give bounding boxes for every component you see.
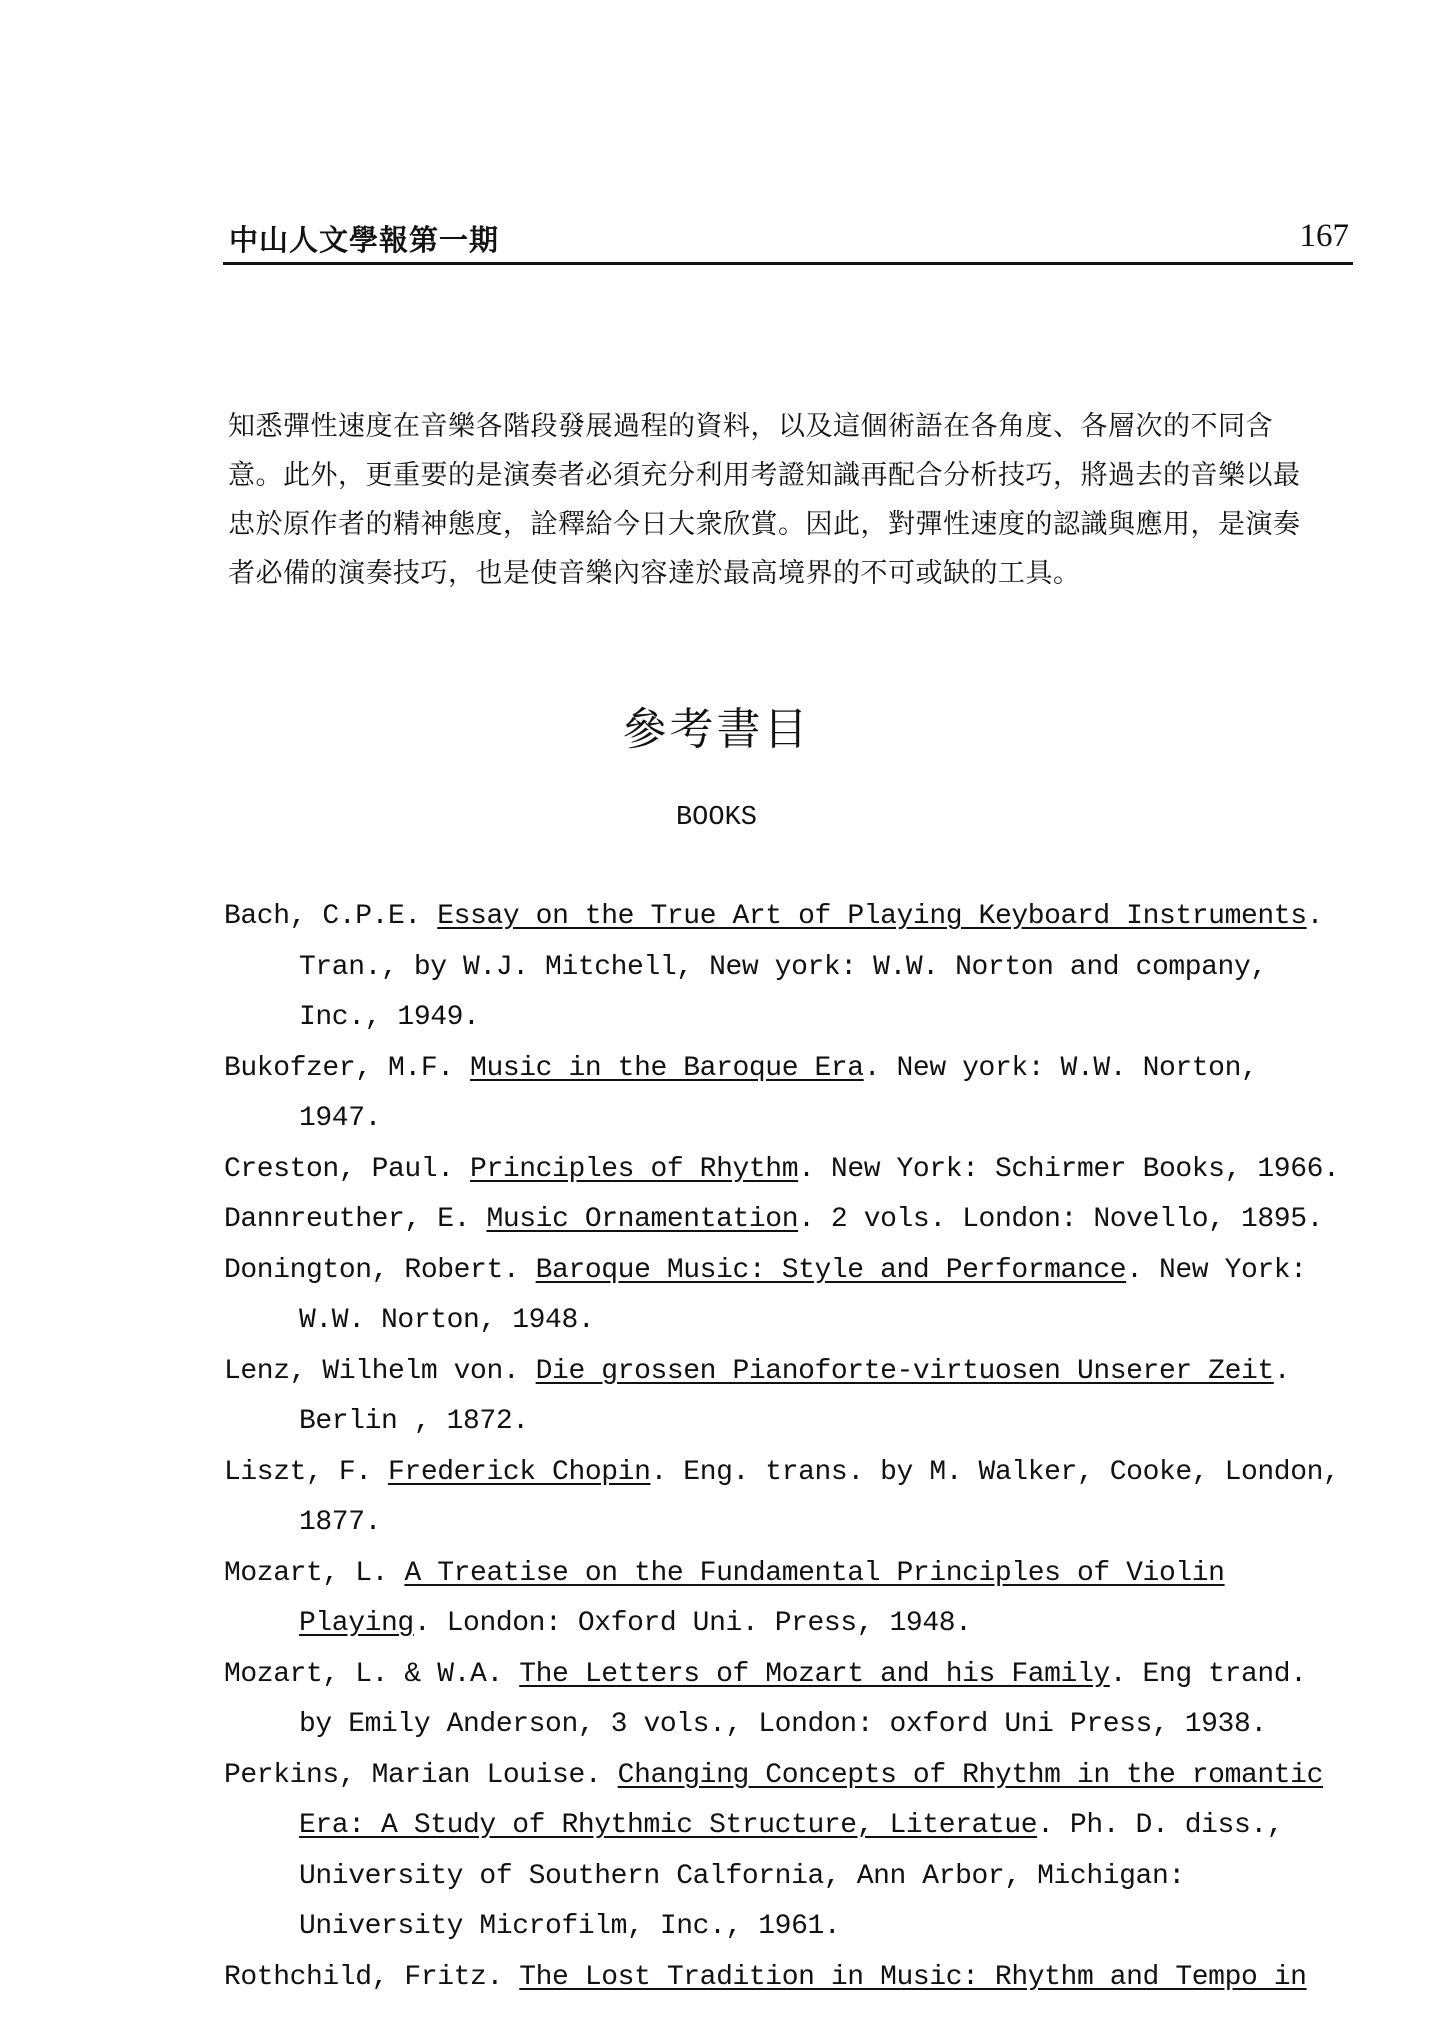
entry-details: . Eng. trans. by M. Walker, Cooke, London, 1877.	[299, 1456, 1340, 1538]
bibliography-entry	[224, 1650, 1354, 1751]
entry-details: . London: Oxford Uni. Press, 1948.	[413, 1608, 972, 1639]
entry-author: Creston, Paul.	[224, 1153, 471, 1185]
entry-title: Music in the Baroque Era	[470, 1052, 864, 1084]
bibliography-entry	[224, 1195, 1354, 1246]
entry-author: Liszt, F.	[224, 1456, 389, 1488]
entry-title: Music Ornamentation	[486, 1204, 799, 1235]
entry-title: Frederick Chopin	[388, 1456, 651, 1488]
entry-details: . 2 vols. London: Novello, 1895.	[798, 1204, 1323, 1235]
entry-title: Principles of Rhythm	[470, 1153, 799, 1185]
entry-title: A Treatise on the Fundamental Principles of Violin Playing	[299, 1557, 1225, 1639]
bibliography-entry	[224, 892, 1354, 1044]
entry-author: Bach, C.P.E.	[224, 901, 438, 932]
page-number: 167	[1299, 218, 1349, 254]
entry-title: Die grossen Pianoforte-virtuosen Unserer Zeit	[535, 1355, 1274, 1387]
body-paragraph: 知悉彈性速度在音樂各階段發展過程的資料，以及這個術語在各角度、各層次的不同含意。此外，更重要的是演奏者必須充分利用考證知識再配合分析技巧，將過去的音樂以最忠於原作者的精神態度，詮釋給今日大衆欣賞。因此，對彈性速度的認識與應用，是演奏者必備的演奏技巧，也是使音樂內容達於最高境界的不可或缺的工具。	[228, 411, 1301, 589]
entry-title: The Lost Tradition in Music: Rhythm and Tempo in	[519, 1961, 1307, 1993]
bibliography-list	[224, 892, 1354, 2003]
bibliography-entry	[224, 1448, 1354, 1549]
books-subtitle: BOOKS	[675, 803, 757, 833]
entry-author: Lenz, Wilhelm von.	[224, 1355, 536, 1387]
entry-details: . Tran., by W.J. Mitchell, New york: W.W. Norton and company, Inc., 1949.	[299, 901, 1324, 1033]
entry-title: Changing Concepts of Rhythm in the romantic Era: A Study of Rhythmic Structure, Literatue	[299, 1759, 1323, 1841]
journal-title: 中山人文學報第一期	[229, 223, 500, 257]
entry-title: The Letters of Mozart and his Family	[519, 1658, 1110, 1690]
entry-author: Bukofzer, M.F.	[224, 1052, 471, 1084]
entry-details: . New York: Schirmer Books, 1966.	[798, 1153, 1340, 1185]
entry-details: . New york: W.W. Norton, 1947.	[299, 1052, 1258, 1134]
bibliography-entry	[224, 1246, 1354, 1347]
entry-author: Dannreuther, E.	[224, 1204, 487, 1235]
running-header	[223, 218, 1353, 265]
bibliography-entry	[224, 1347, 1354, 1448]
entry-author: Perkins, Marian Louise.	[224, 1759, 618, 1791]
bibliography-entry	[224, 1751, 1354, 1953]
entry-author: Mozart, L. & W.A.	[224, 1658, 520, 1690]
entry-author: Rothchild, Fritz.	[224, 1961, 520, 1993]
entry-title: Baroque Music: Style and Performance	[535, 1254, 1127, 1286]
bibliography-entry	[224, 1953, 1354, 2004]
entry-details: . Berlin , 1872.	[299, 1355, 1291, 1437]
bibliography-entry	[224, 1145, 1354, 1196]
bibliography-entry	[224, 1549, 1354, 1650]
entry-author: Mozart, L.	[224, 1557, 405, 1589]
references-title: 參考書目	[622, 704, 811, 755]
entry-details: . Eng trand. by Emily Anderson, 3 vols., London: oxford Uni Press, 1938.	[299, 1658, 1307, 1740]
entry-title: Essay on the True Art of Playing Keyboard Instruments	[437, 901, 1307, 932]
bibliography-entry	[224, 1044, 1354, 1145]
entry-details: . Ph. D. diss., University of Southern Calfornia, Ann Arbor, Michigan: University Microfilm, Inc., 1961.	[299, 1810, 1284, 1942]
entry-author: Donington, Robert.	[224, 1254, 536, 1286]
entry-details: . New York: W.W. Norton, 1948.	[299, 1254, 1307, 1336]
